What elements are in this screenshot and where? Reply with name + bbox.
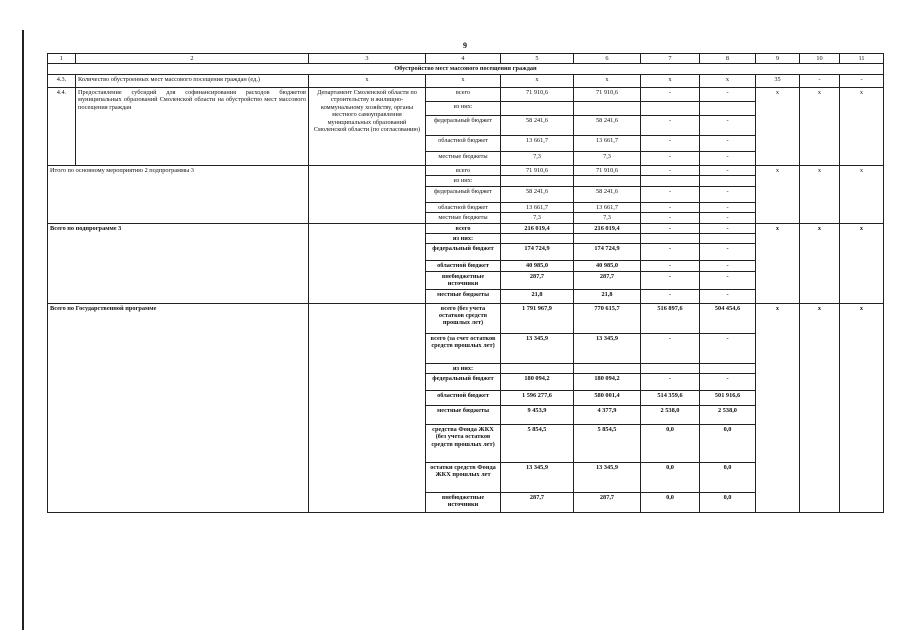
table-row — [48, 303, 884, 333]
row-col5: 40 985,0 — [501, 261, 574, 271]
row-col6 — [574, 363, 641, 373]
col-num-10: 10 — [800, 54, 840, 64]
row-col8: 501 916,6 — [700, 391, 756, 406]
row-col7: - — [641, 213, 700, 223]
row-source: местные бюджеты — [426, 406, 501, 425]
row-col5: 58 241,6 — [501, 115, 574, 135]
row-source: внебюджетные источники — [426, 271, 501, 289]
row-col5: 9 453,9 — [501, 406, 574, 425]
row-source: областной бюджет — [426, 391, 501, 406]
row-col7: 514 359,6 — [641, 391, 700, 406]
row-col5 — [501, 363, 574, 373]
page-number: 9 — [463, 41, 467, 50]
row-col6: 58 241,6 — [574, 115, 641, 135]
row-name: Всего по Государственной программе — [48, 303, 309, 512]
row-col6: 13 345,9 — [574, 463, 641, 493]
table-row — [48, 223, 884, 233]
table-row — [48, 87, 884, 101]
row-col8: - — [700, 244, 756, 261]
row-col8: - — [700, 115, 756, 135]
row-col8: 0,0 — [700, 493, 756, 513]
row-number: 4.3. — [48, 74, 76, 87]
row-col9: х — [756, 87, 800, 165]
row-source: федеральный бюджет — [426, 115, 501, 135]
row-col8: - — [700, 87, 756, 101]
table-row — [48, 74, 884, 87]
row-source: всего (за счет остатков средств прошлых лет) — [426, 333, 501, 363]
row-col8 — [700, 233, 756, 243]
row-col9: х — [756, 165, 800, 223]
row-col7: - — [641, 374, 700, 391]
row-source: из них: — [426, 101, 501, 115]
row-col7: - — [641, 202, 700, 212]
row-col8: х — [700, 74, 756, 87]
row-source: областной бюджет — [426, 261, 501, 271]
row-col8: 2 538,0 — [700, 406, 756, 425]
row-source: средства Фонда ЖКХ (без учета остатков средств прошлых лет) — [426, 425, 501, 463]
row-col7: 516 897,6 — [641, 303, 700, 333]
row-col7: - — [641, 289, 700, 303]
row-source: внебюджетные источники — [426, 493, 501, 513]
row-source: федеральный бюджет — [426, 186, 501, 202]
col-num-7: 7 — [641, 54, 700, 64]
row-col6: 287,7 — [574, 493, 641, 513]
row-col6: 174 724,9 — [574, 244, 641, 261]
row-col8: - — [700, 135, 756, 151]
row-col7: - — [641, 271, 700, 289]
row-source: местные бюджеты — [426, 289, 501, 303]
row-col5 — [501, 176, 574, 186]
row-col5 — [501, 233, 574, 243]
row-col7: - — [641, 115, 700, 135]
column-number-row — [48, 54, 884, 64]
row-col5: 71 910,6 — [501, 165, 574, 175]
row-col11: х — [840, 165, 884, 223]
row-name: Предоставление субсидий для софинансирования расходов бюджетов муниципальных образований Смоленской области на обустройство мест массового посещения граждан — [76, 87, 309, 165]
section-title-row — [48, 64, 884, 74]
row-source: всего — [426, 87, 501, 101]
row-source: местные бюджеты — [426, 151, 501, 165]
row-col8: - — [700, 333, 756, 363]
row-col8 — [700, 176, 756, 186]
row-col7 — [641, 363, 700, 373]
row-col7: - — [641, 333, 700, 363]
row-col5: 1 791 967,9 — [501, 303, 574, 333]
row-col5: 1 596 277,6 — [501, 391, 574, 406]
row-name: Всего по подпрограмме 3 — [48, 223, 309, 303]
row-col8: 0,0 — [700, 463, 756, 493]
row-col7 — [641, 101, 700, 115]
row-col6: 287,7 — [574, 271, 641, 289]
row-col6: 58 241,6 — [574, 186, 641, 202]
row-col6: 71 910,6 — [574, 87, 641, 101]
table-row — [48, 165, 884, 175]
row-col8: - — [700, 186, 756, 202]
row-col5: 287,7 — [501, 271, 574, 289]
row-col7: 0,0 — [641, 493, 700, 513]
row-col7: 0,0 — [641, 425, 700, 463]
row-col5: 216 019,4 — [501, 223, 574, 233]
col-num-6: 6 — [574, 54, 641, 64]
row-col8: - — [700, 202, 756, 212]
row-col5: 287,7 — [501, 493, 574, 513]
row-number: 4.4. — [48, 87, 76, 165]
row-col5: 13 345,9 — [501, 333, 574, 363]
row-col6: 7,3 — [574, 213, 641, 223]
row-col7: - — [641, 261, 700, 271]
row-col8: - — [700, 261, 756, 271]
row-col6: 7,3 — [574, 151, 641, 165]
row-source: областной бюджет — [426, 135, 501, 151]
col-num-3: 3 — [309, 54, 426, 64]
row-col6 — [574, 233, 641, 243]
row-col10: х — [800, 303, 840, 512]
row-source: всего — [426, 165, 501, 175]
row-col8 — [700, 101, 756, 115]
row-col8: 504 454,6 — [700, 303, 756, 333]
row-col6: 13 345,9 — [574, 333, 641, 363]
row-col8: 0,0 — [700, 425, 756, 463]
budget-table — [47, 53, 884, 513]
row-col10: х — [800, 223, 840, 303]
row-source: из них: — [426, 233, 501, 243]
row-source: всего (без учета остатков средств прошлых лет) — [426, 303, 501, 333]
row-executor: Департамент Смоленской области по строительству и жилищно-коммунальному хозяйству, органы местного самоуправления муниципальных образований Смоленской области (по согласованию) — [309, 87, 426, 165]
row-col6: 770 615,7 — [574, 303, 641, 333]
page-edge-line — [22, 30, 24, 630]
col-num-1: 1 — [48, 54, 76, 64]
row-col8: - — [700, 213, 756, 223]
row-col8 — [700, 363, 756, 373]
row-col8: - — [700, 289, 756, 303]
row-col6: 13 661,7 — [574, 202, 641, 212]
row-col5 — [501, 101, 574, 115]
row-name: Итого по основному мероприятию 2 подпрограммы 3 — [48, 165, 309, 223]
row-col7: - — [641, 87, 700, 101]
row-col6: 216 019,4 — [574, 223, 641, 233]
row-col7: х — [641, 74, 700, 87]
row-col6: 71 910,6 — [574, 165, 641, 175]
row-col6: 40 985,0 — [574, 261, 641, 271]
row-col10: - — [800, 74, 840, 87]
row-col6: 21,8 — [574, 289, 641, 303]
row-col5: 5 854,5 — [501, 425, 574, 463]
row-col5: 180 094,2 — [501, 374, 574, 391]
row-col7 — [641, 176, 700, 186]
row-col11: х — [840, 303, 884, 512]
row-col7: 0,0 — [641, 463, 700, 493]
row-col5: 58 241,6 — [501, 186, 574, 202]
row-col7: - — [641, 135, 700, 151]
col-num-2: 2 — [76, 54, 309, 64]
row-col6 — [574, 101, 641, 115]
row-source: из них: — [426, 176, 501, 186]
row-name: Количество обустроенных мест массового посещения граждан (ед.) — [76, 74, 309, 87]
row-col11: - — [840, 74, 884, 87]
row-source: х — [426, 74, 501, 87]
col-num-8: 8 — [700, 54, 756, 64]
row-col11: х — [840, 223, 884, 303]
row-col5: 7,3 — [501, 151, 574, 165]
row-col6 — [574, 176, 641, 186]
row-col5: 174 724,9 — [501, 244, 574, 261]
row-source: остатки средств Фонда ЖКХ прошлых лет — [426, 463, 501, 493]
row-source: федеральный бюджет — [426, 374, 501, 391]
row-source: местные бюджеты — [426, 213, 501, 223]
row-source: всего — [426, 223, 501, 233]
row-col8: - — [700, 165, 756, 175]
row-executor-empty — [309, 165, 426, 223]
row-col5: 71 910,6 — [501, 87, 574, 101]
row-col7: - — [641, 151, 700, 165]
col-num-5: 5 — [501, 54, 574, 64]
row-col9: 35 — [756, 74, 800, 87]
budget-table-frame — [47, 53, 883, 543]
row-col11: х — [840, 87, 884, 165]
row-col5: 13 661,7 — [501, 135, 574, 151]
row-source: областной бюджет — [426, 202, 501, 212]
section-title: Обустройство мест массового посещения граждан — [48, 64, 884, 74]
row-col9: х — [756, 223, 800, 303]
row-col5: 21,8 — [501, 289, 574, 303]
row-col7: - — [641, 244, 700, 261]
row-col5: х — [501, 74, 574, 87]
row-col10: х — [800, 165, 840, 223]
row-col7: - — [641, 223, 700, 233]
row-executor: х — [309, 74, 426, 87]
row-executor-empty — [309, 303, 426, 512]
col-num-4: 4 — [426, 54, 501, 64]
row-col8: - — [700, 223, 756, 233]
row-col6: 180 094,2 — [574, 374, 641, 391]
row-col5: 7,3 — [501, 213, 574, 223]
row-col6: х — [574, 74, 641, 87]
row-col7: 2 538,0 — [641, 406, 700, 425]
row-col6: 580 001,4 — [574, 391, 641, 406]
row-col7: - — [641, 165, 700, 175]
row-col6: 13 661,7 — [574, 135, 641, 151]
row-col10: х — [800, 87, 840, 165]
col-num-11: 11 — [840, 54, 884, 64]
row-col5: 13 345,9 — [501, 463, 574, 493]
row-col7: - — [641, 186, 700, 202]
row-col6: 4 377,9 — [574, 406, 641, 425]
row-col9: х — [756, 303, 800, 512]
col-num-9: 9 — [756, 54, 800, 64]
row-source: федеральный бюджет — [426, 244, 501, 261]
row-col5: 13 661,7 — [501, 202, 574, 212]
row-col8: - — [700, 271, 756, 289]
row-col8: - — [700, 151, 756, 165]
row-source: из них: — [426, 363, 501, 373]
row-col8: - — [700, 374, 756, 391]
row-col6: 5 854,5 — [574, 425, 641, 463]
row-executor-empty — [309, 223, 426, 303]
row-col7 — [641, 233, 700, 243]
